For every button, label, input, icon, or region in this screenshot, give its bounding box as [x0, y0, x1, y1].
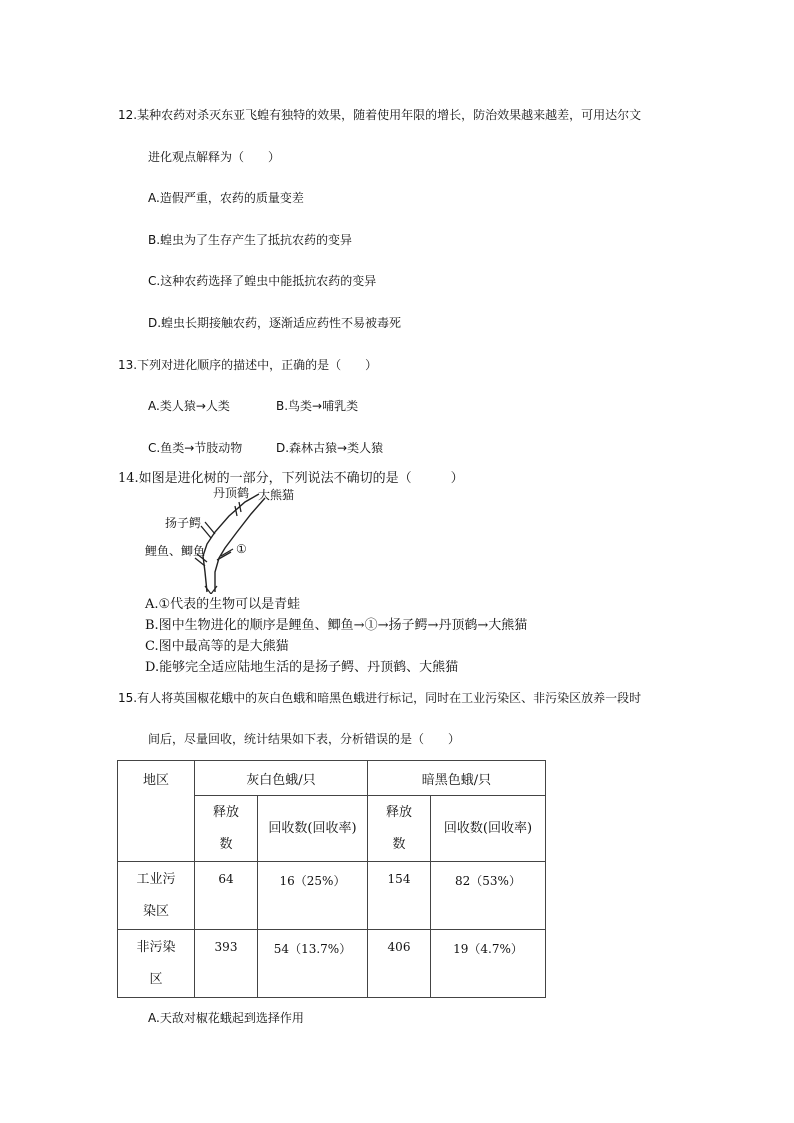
q13-option-d: D.森林古猿→类人猿 — [276, 441, 384, 455]
q14-option-d: D.能够完全适应陆地生活的是扬子鳄、丹顶鹤、大熊猫 — [145, 660, 459, 675]
q13-option-c: C.鱼类→节肢动物 — [148, 441, 243, 455]
q12-stem-line1: 12.某种农药对杀灭东亚飞蝗有独特的效果，随着使用年限的增长，防治效果越来越差，可用达尔文 — [118, 108, 642, 122]
q13-option-a: A.类人猿→人类 — [148, 399, 230, 413]
tree-branch-circle1 — [217, 549, 233, 560]
table-cell-dark-release: 154 — [368, 862, 431, 930]
table-cell-gray-recapture: 54（13.7%） — [258, 930, 368, 998]
table-cell-region: 非污染区 — [136, 939, 176, 987]
tree-trunk-left-edge — [203, 494, 259, 592]
table-header-gray-release: 释放数 — [212, 804, 239, 852]
tree-label-panda: 大熊猫 — [258, 488, 295, 502]
q12-option-d: D.蝗虫长期接触农药，逐渐适应药性不易被毒死 — [148, 316, 402, 330]
q12-stem-line2: 进化观点解释为（ ） — [148, 150, 281, 164]
table-header-region: 地区 — [118, 761, 195, 862]
q13-stem: 13.下列对进化顺序的描述中，正确的是（ ） — [118, 358, 378, 372]
q13-option-b: B.鸟类→哺乳类 — [276, 399, 359, 413]
table-header-dark-release: 释放数 — [385, 804, 412, 852]
q14-stem: 14.如图是进化树的一部分，下列说法不确切的是（ ） — [118, 471, 464, 486]
table-cell-dark-recapture: 19（4.7%） — [431, 930, 546, 998]
table-cell-gray-recapture: 16（25%） — [258, 862, 368, 930]
table-row — [118, 862, 546, 930]
q15-option-a: A.天敌对椒花蛾起到选择作用 — [148, 1011, 304, 1025]
q15-stem-line2: 间后，尽量回收，统计结果如下表，分析错误的是（ ） — [148, 732, 461, 746]
tree-label-alligator: 扬子鳄 — [165, 516, 202, 530]
moth-recapture-table — [117, 760, 546, 998]
table-row — [118, 930, 546, 998]
tree-label-crane: 丹顶鹤 — [213, 486, 250, 500]
q14-option-c: C.图中最高等的是大熊猫 — [145, 639, 289, 654]
q14-option-b: B.图中生物进化的顺序是鲤鱼、鲫鱼→①→扬子鳄→丹顶鹤→大熊猫 — [145, 618, 528, 633]
table-cell-gray-release: 64 — [195, 862, 258, 930]
q12-option-a: A.造假严重，农药的质量变差 — [148, 191, 304, 205]
evolution-tree-drawing — [145, 486, 295, 594]
table-header-gray: 灰白色蛾/只 — [195, 761, 368, 796]
q14-option-a: A.①代表的生物可以是青蛙 — [145, 597, 301, 612]
q12-option-c: C.这种农药选择了蝗虫中能抵抗农药的变异 — [148, 274, 377, 288]
tree-label-fish: 鲤鱼、鲫鱼 — [145, 544, 206, 558]
tree-label-circle1: ① — [236, 542, 247, 556]
q15-stem-line1: 15.有人将英国椒花蛾中的灰白色蛾和暗黑色蛾进行标记，同时在工业污染区、非污染区放养一段时 — [118, 691, 642, 705]
table-cell-dark-release: 406 — [368, 930, 431, 998]
q12-option-b: B.蝗虫为了生存产生了抵抗农药的变异 — [148, 233, 353, 247]
table-header-dark: 暗黑色蛾/只 — [368, 761, 546, 796]
table-cell-gray-release: 393 — [195, 930, 258, 998]
table-cell-region: 工业污染区 — [136, 871, 176, 919]
table-cell-dark-recapture: 82（53%） — [431, 862, 546, 930]
table-header-dark-recapture: 回收数(回收率) — [443, 820, 533, 836]
table-header-gray-recapture: 回收数(回收率) — [268, 820, 357, 836]
evolution-tree-figure — [145, 486, 295, 594]
